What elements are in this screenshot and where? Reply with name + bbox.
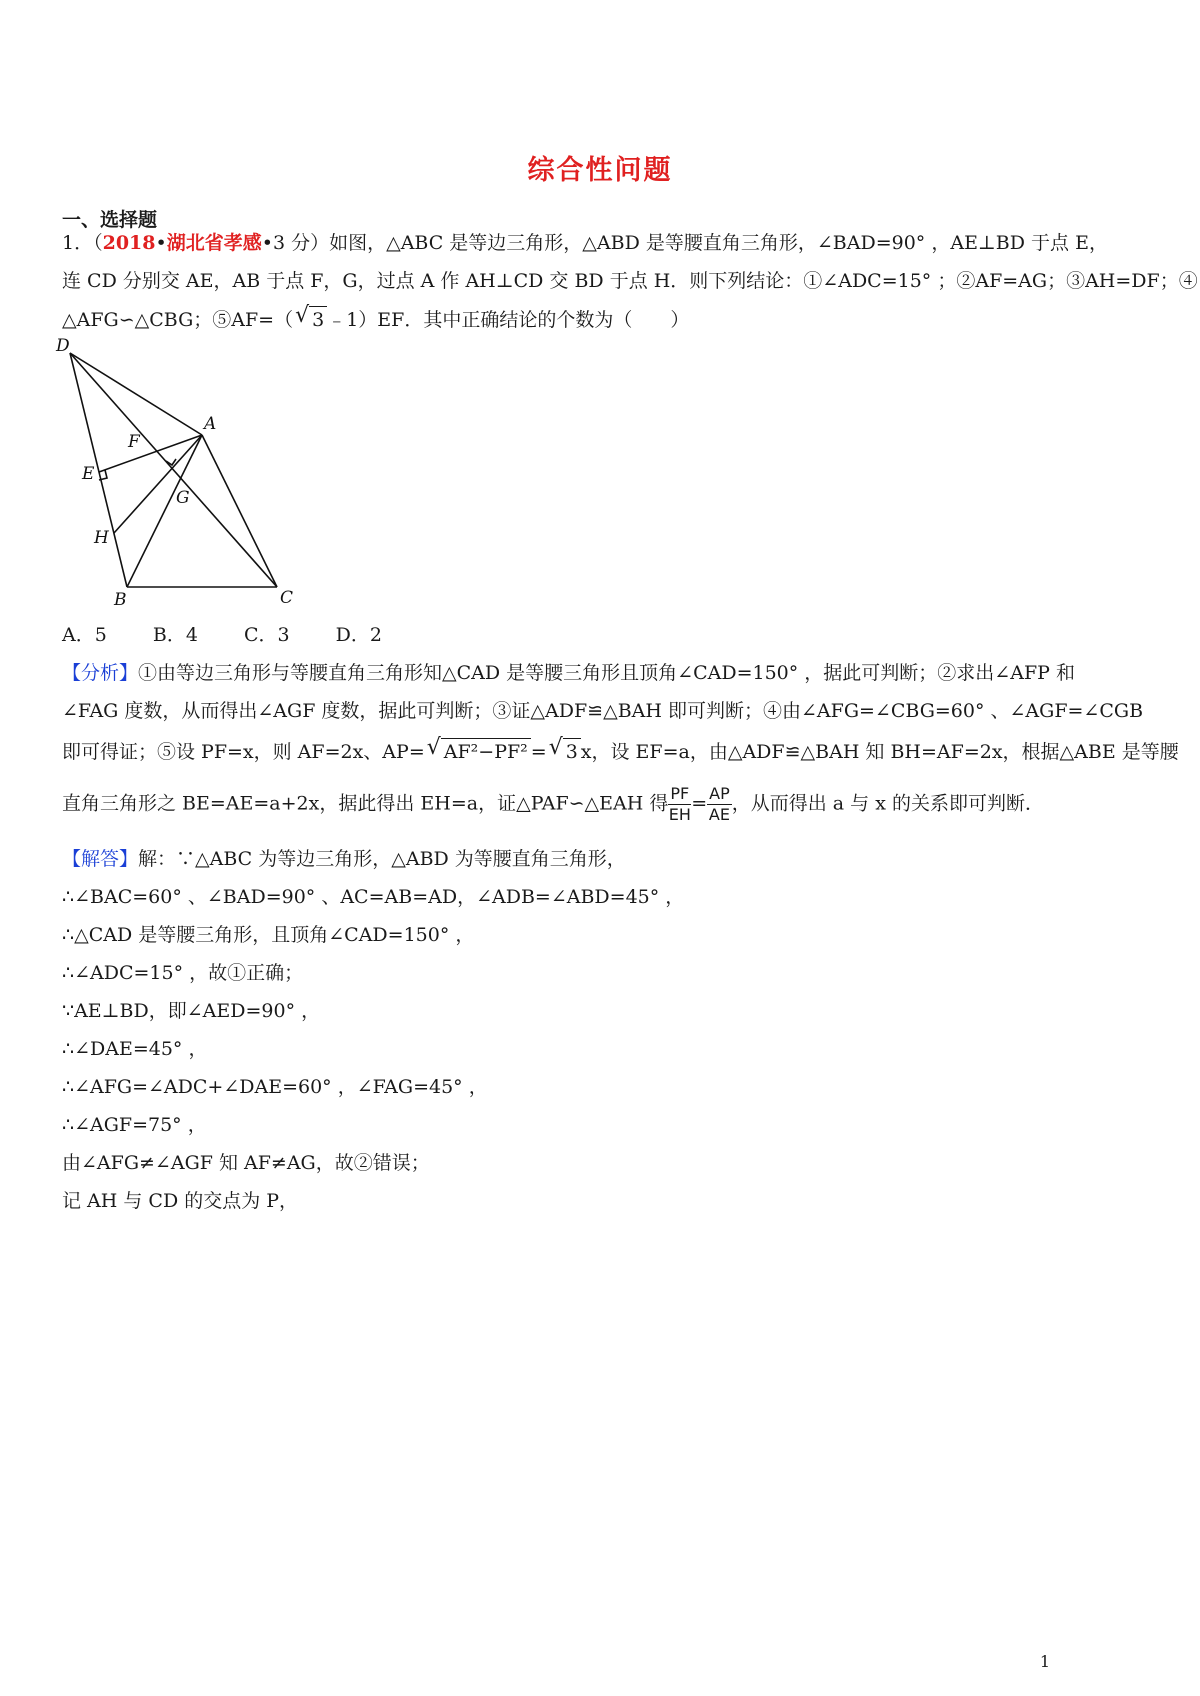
label-d: D — [56, 336, 70, 356]
page-number: 1 — [1039, 1652, 1050, 1671]
analysis-text: 直角三角形之 BE=AE=a+2x，据此得出 EH=a，证△PAF∽△EAH 得 — [62, 792, 669, 815]
solution-line: 由∠AFG≠∠AGF 知 AF≠AG，故②错误； — [62, 1152, 430, 1174]
label-b: B — [114, 590, 127, 610]
analysis-tag: 【分析】 — [62, 662, 139, 684]
separator-dot: • — [261, 232, 273, 254]
question-stem: 如图，△ABC 是等边三角形，△ABD 是等腰直角三角形，∠BAD=90° ，AE⊥BD 于点 E， — [329, 232, 1108, 254]
analysis-text: = — [530, 741, 547, 763]
sqrt-expression: √ 3 — [309, 306, 327, 333]
question-stem: △AFG∽△CBG；⑤AF=（ — [62, 309, 294, 331]
solution-line-1 — [62, 846, 626, 872]
fraction-pf-eh: $\frac{PF}{EH}$ — [668, 784, 691, 824]
solution-line: ∴∠AFG=∠ADC+∠DAE=60° ，∠FAG=45° ， — [62, 1076, 488, 1098]
analysis-text: 即可得证；⑤设 PF=x，则 AF=2x、AP= — [62, 741, 425, 763]
solution-text: 解：∵△ABC 为等边三角形，△ABD 为等腰直角三角形， — [138, 848, 626, 870]
question-score: 3 分） — [272, 232, 330, 254]
segment-ac — [202, 435, 277, 587]
question-line-3 — [62, 306, 689, 333]
solution-tag: 【解答】 — [62, 848, 139, 870]
label-f: F — [128, 432, 140, 452]
page-title: 综合性问题 — [527, 155, 673, 186]
question-year: 2018 — [102, 232, 156, 254]
analysis-text: ，从而得出 a 与 x 的关系即可判断． — [731, 792, 1044, 815]
geometry-figure — [52, 335, 312, 615]
section-heading: 一、选择题 — [62, 209, 158, 231]
sqrt-expression: √ AF²−PF² — [441, 738, 531, 765]
analysis-line-4 — [62, 784, 1044, 825]
separator-dot: • — [155, 232, 167, 254]
label-a: A — [204, 414, 217, 434]
solution-line: ∴∠ADC=15° ，故①正确； — [62, 962, 304, 984]
segment-da — [70, 353, 202, 435]
question-stem: ﹣1）EF．其中正确结论的个数为（ ） — [327, 309, 690, 331]
label-h: H — [94, 528, 109, 548]
analysis-line-3 — [62, 738, 1179, 765]
solution-line: ∵AE⊥BD，即∠AED=90° ， — [62, 1000, 321, 1022]
label-g: G — [176, 488, 190, 508]
question-line-2: 连 CD 分别交 AE，AB 于点 F，G，过点 A 作 AH⊥CD 交 BD 于点 H．则下列结论：①∠ADC=15° ；②AF=AG；③AH=DF；④ — [62, 270, 1198, 292]
solution-line: ∴∠DAE=45° ， — [62, 1038, 208, 1060]
question-line-1 — [62, 230, 1108, 256]
question-region: 湖北省孝感 — [166, 232, 262, 254]
choice-a[interactable]: A．5 — [62, 624, 107, 646]
analysis-text: x，设 EF=a，由△ADF≌△BAH 知 BH=AF=2x，根据△ABE 是等腰 — [580, 741, 1179, 763]
sqrt-expression: √ 3 — [563, 738, 581, 765]
choice-c[interactable]: C．3 — [243, 624, 290, 646]
segment-dc — [70, 353, 277, 587]
choices-row — [62, 622, 422, 648]
label-e: E — [82, 464, 95, 484]
solution-line: ∴∠BAC=60° 、∠BAD=90° 、AC=AB=AD，∠ADB=∠ABD=45° ， — [62, 886, 685, 908]
solution-line: ∴∠AGF=75° ， — [62, 1114, 207, 1136]
solution-line: ∴△CAD 是等腰三角形，且顶角∠CAD=150° ， — [62, 924, 475, 946]
analysis-text: ①由等边三角形与等腰直角三角形知△CAD 是等腰三角形且顶角∠CAD=150° ，据此可判断；②求出∠AFP 和 — [138, 662, 1075, 684]
question-number: 1．（ — [62, 232, 103, 254]
label-c: C — [280, 588, 294, 608]
analysis-line-1 — [62, 660, 1075, 686]
solution-line: 记 AH 与 CD 的交点为 P， — [62, 1190, 299, 1212]
fraction-ap-ae: $\frac{AP}{AE}$ — [708, 784, 730, 824]
choice-b[interactable]: B．4 — [152, 624, 198, 646]
segment-db — [70, 353, 127, 587]
analysis-line-2: ∠FAG 度数，从而得出∠AGF 度数，据此可判断；③证△ADF≌△BAH 即可判断；④由∠AFG=∠CBG=60° 、∠AGF=∠CGB — [62, 700, 1144, 722]
choice-d[interactable]: D．2 — [335, 624, 382, 646]
equals-sign: = — [691, 792, 708, 815]
